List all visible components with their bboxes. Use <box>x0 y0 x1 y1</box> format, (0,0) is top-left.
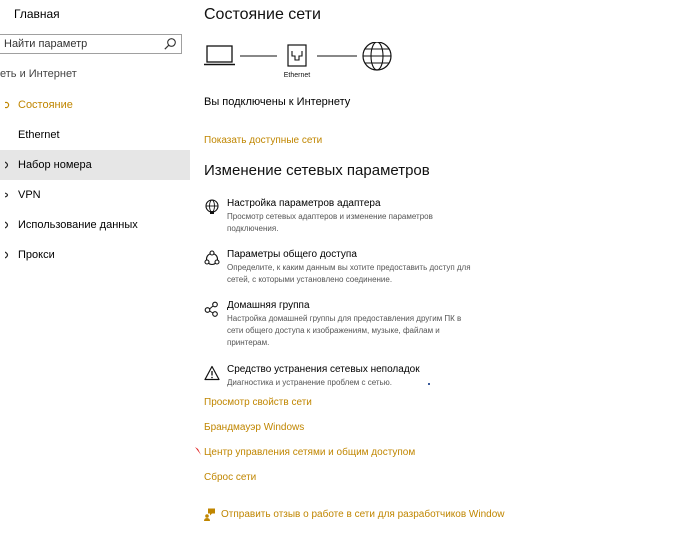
ethernet-label: Ethernet <box>283 72 311 79</box>
setting-title: Настройка параметров адаптера <box>227 198 381 209</box>
show-available-networks-link[interactable]: Показать доступные сети <box>204 135 323 146</box>
sidebar-item-label: Прокси <box>18 249 55 261</box>
laptop-icon <box>204 46 235 65</box>
globe-icon <box>204 199 220 215</box>
network-sharing-center-link[interactable]: Центр управления сетями и общим доступом <box>204 447 416 458</box>
feedback-link[interactable] <box>204 507 505 521</box>
sidebar-item-label: Состояние <box>18 99 73 111</box>
globe-icon <box>0 248 16 262</box>
setting-description: Настройка домашней группы для предоставления другим ПК в сети общего доступа к изображениям, музыке, файлам и принтерам. <box>227 314 462 347</box>
connection-status: Вы подключены к Интернету <box>204 96 351 108</box>
ethernet-icon <box>0 128 16 142</box>
home-label: Главная <box>14 7 60 21</box>
internet-globe-icon <box>363 42 391 70</box>
feedback-icon <box>204 508 217 521</box>
feedback-label: Отправить отзыв о работе в сети для разработчиков Window <box>221 508 505 520</box>
status-icon <box>0 98 16 112</box>
red-arrow-marker <box>194 446 202 456</box>
setting-title: Домашняя группа <box>227 300 310 311</box>
setting-title: Параметры общего доступа <box>227 249 357 260</box>
network-diagram <box>204 42 404 92</box>
data-usage-icon <box>0 218 16 232</box>
sharing-icon <box>204 250 220 266</box>
search-icon[interactable] <box>163 37 177 51</box>
sidebar-item-label: Набор номера <box>18 159 92 171</box>
page-title: Состояние сети <box>204 6 321 23</box>
home-nav-item[interactable] <box>0 4 60 24</box>
sidebar-section-title: еть и Интернет <box>0 68 77 80</box>
setting-title: Средство устранения сетевых неполадок <box>227 364 420 375</box>
main-content <box>204 0 681 533</box>
section-title: Изменение сетевых параметров <box>204 162 430 179</box>
network-reset-link[interactable]: Сброс сети <box>204 472 257 483</box>
warning-icon <box>204 365 220 381</box>
ethernet-port-icon <box>288 45 306 66</box>
setting-description: Просмотр сетевых адаптеров и изменение параметров подключения. <box>227 212 433 233</box>
sidebar-item-label: VPN <box>18 189 41 201</box>
search-field[interactable] <box>0 34 182 54</box>
sidebar-item-ethernet[interactable] <box>0 120 190 150</box>
cursor-dot <box>428 383 430 385</box>
sidebar-item-vpn[interactable] <box>0 180 190 210</box>
vpn-icon <box>0 188 16 202</box>
sidebar <box>0 0 190 533</box>
sidebar-item-label: Использование данных <box>18 219 138 231</box>
network-properties-link[interactable]: Просмотр свойств сети <box>204 397 312 408</box>
sidebar-item-label: Ethernet <box>18 129 60 141</box>
dialup-icon <box>0 158 16 172</box>
search-input[interactable]: Найти параметр <box>4 38 88 50</box>
setting-description: Определите, к каким данным вы хотите предоставить доступ для сетей, с которыми установлено соединение. <box>227 263 471 284</box>
sidebar-item-dialup[interactable] <box>0 150 190 180</box>
sidebar-item-proxy[interactable] <box>0 240 190 270</box>
windows-firewall-link[interactable]: Брандмауэр Windows <box>204 422 305 433</box>
sidebar-item-data-usage[interactable] <box>0 210 190 240</box>
setting-description: Диагностика и устранение проблем с сетью. <box>227 378 392 387</box>
homegroup-icon <box>204 301 220 317</box>
sidebar-item-status[interactable] <box>0 90 190 120</box>
